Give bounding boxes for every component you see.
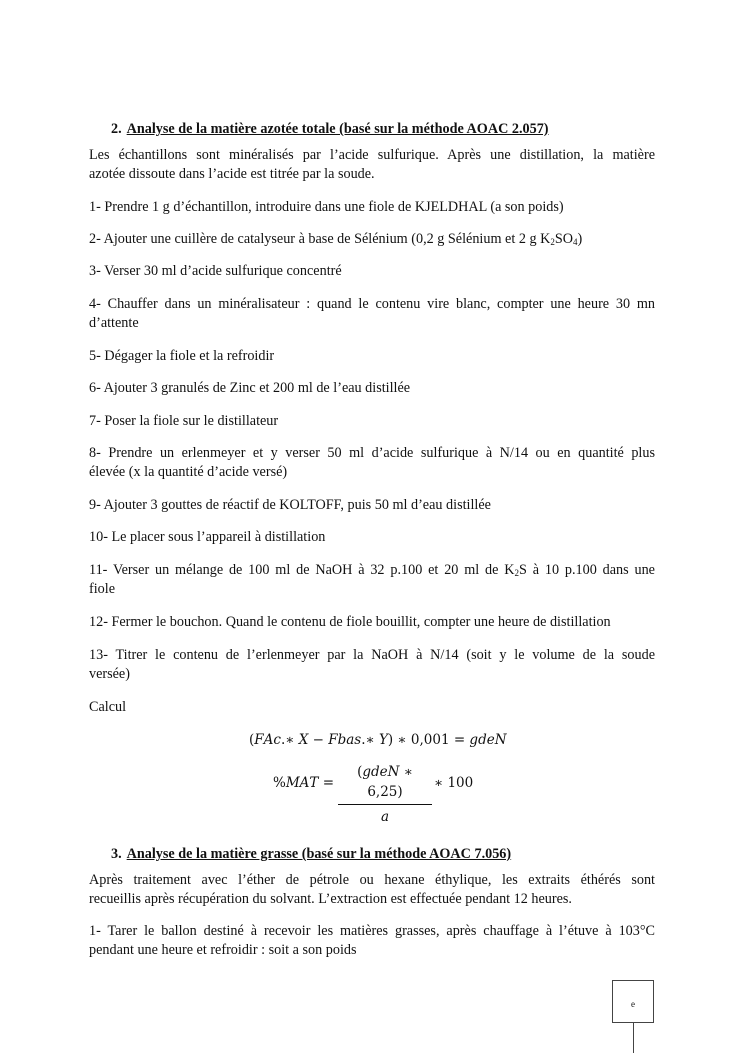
step-9: 9- Ajouter 3 gouttes de réactif de KOLTOFF, puis 50 ml d’eau distillée: [89, 497, 491, 513]
step-12: 12- Fermer le bouchon. Quand le contenu de fiole bouillit, compter une heure de distillation: [89, 614, 611, 630]
step-11-line: fiole: [89, 581, 115, 597]
step-10: 10- Le placer sous l’appareil à distillation: [89, 529, 326, 545]
step-1-line: 1- Tarer le ballon destiné à recevoir les matières grasses, après chauffage à l’étuve à 103°C: [89, 923, 655, 939]
intro-line: Après traitement avec l’éther de pétrole ou hexane éthylique, les extraits éthérés sont: [89, 872, 655, 888]
step-1: 1- Prendre 1 g d’échantillon, introduire dans une fiole de KJELDHAL (a son poids): [89, 199, 564, 215]
intro-line: recueillis après récupération du solvant. L’extraction est effectuée pendant 12 heures.: [89, 891, 572, 907]
formula-mat-rhs: ∗ 100: [434, 775, 474, 791]
step-5: 5- Dégager la fiole et la refroidir: [89, 348, 275, 364]
step-3: 3- Verser 30 ml d’acide sulfurique concentré: [89, 263, 342, 279]
section-number: 3.: [111, 846, 122, 862]
step-7: 7- Poser la fiole sur le distillateur: [89, 413, 279, 429]
section-number: 2.: [111, 121, 122, 137]
section-title: Analyse de la matière azotée totale (basé sur la méthode AOAC 2.057): [126, 121, 549, 137]
fraction-numerator: (𝑔𝑑𝑒𝑁 ∗ 6,25): [357, 764, 413, 800]
step-2: 2- Ajouter une cuillère de catalyseur à base de Sélénium (0,2 g Sélénium et 2 g $K_2SO_4$): [89, 231, 583, 247]
page-number-box: [612, 980, 654, 1023]
section-title: Analyse de la matière grasse (basé sur la méthode AOAC 7.056): [126, 846, 512, 862]
section-2-heading: [111, 120, 549, 140]
page-mark: e: [631, 999, 635, 1009]
formula-nitrogen: (𝐹𝐴𝑐.∗ 𝑋 − 𝐹𝑏𝑎𝑠.∗ 𝑌) ∗ 0,001 = 𝑔𝑑𝑒𝑁: [249, 732, 507, 748]
step-6: 6- Ajouter 3 granulés de Zinc et 200 ml de l’eau distillée: [89, 380, 411, 396]
intro-line: azotée dissoute dans l’acide est titrée par la soude.: [89, 166, 375, 182]
step-1-line: pendant une heure et refroidir : soit a son poids: [89, 942, 357, 958]
footer-rule: [633, 1023, 634, 1053]
fraction-denominator: 𝑎: [380, 809, 390, 825]
fraction-bar: [338, 804, 432, 805]
step-13-line: 13- Titrer le contenu de l’erlenmeyer par la NaOH à N/14 (soit y le volume de la soude: [89, 647, 655, 663]
step-11-line: 11- Verser un mélange de 100 ml de NaOH à 32 p.100 et 20 ml de $K_2S$ à 10 p.100 dans une: [89, 562, 655, 578]
formula-mat-fraction: [338, 763, 432, 828]
formula-mat-lhs: %𝑀𝐴𝑇 =: [273, 775, 335, 791]
section-3-heading: [111, 845, 511, 865]
intro-line: Les échantillons sont minéralisés par l’acide sulfurique. Après une distillation, la matière: [89, 147, 655, 163]
step-8-line: élevée (x la quantité d’acide versé): [89, 464, 288, 480]
step-4-line: d’attente: [89, 315, 139, 331]
calcul-label: Calcul: [89, 699, 127, 715]
step-13-line: versée): [89, 666, 130, 682]
step-4-line: 4- Chauffer dans un minéralisateur : quand le contenu vire blanc, compter une heure 30 mn: [89, 296, 655, 312]
step-8-line: 8- Prendre un erlenmeyer et y verser 50 ml d’acide sulfurique à N/14 ou en quantité plus: [89, 445, 655, 461]
